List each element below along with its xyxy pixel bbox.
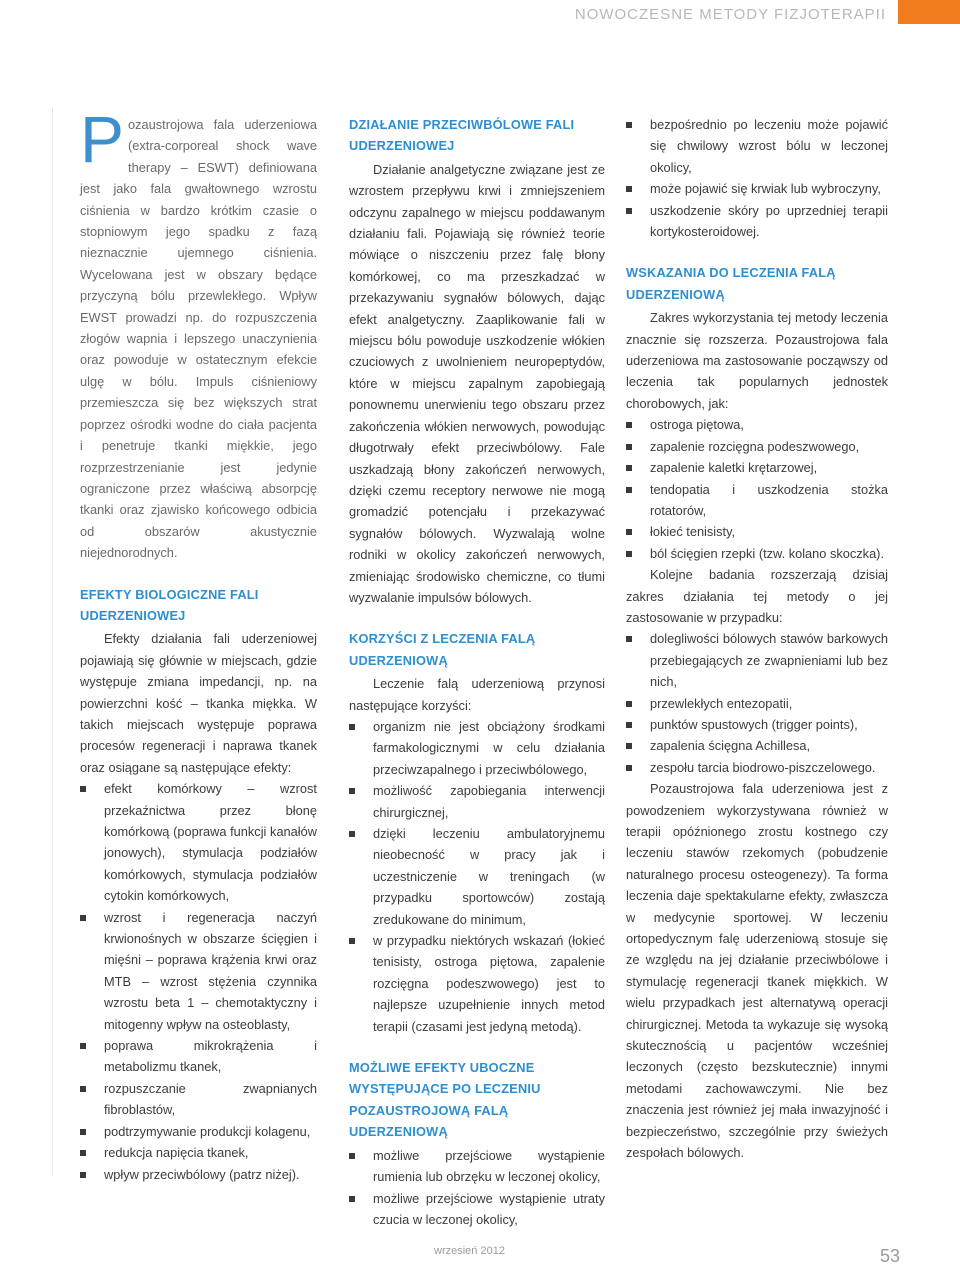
paragraph-analgesic-action: Działanie analgetyczne związane jest ze wzrostem przepływu krwi i zmniejszeniem odczynu zapalnego w miejscu poddawanym działaniu fali. Pojawiają się również teorie mówiące o niszczeniu przez falę błony komórkowej, co ma przeszkadzać w przekazywaniu sygnałów bólowych, dając efekt analgetyczny. Zaaplikowanie fali w miejscu bólu powoduje uszkodzenie włókien czuciowych z uwolnieniem neuropeptydów, które w miejscu zapalnym zapobiegają ponownemu unerwieniu tego obszaru przez zakończenia włókien nerwowych, powodując długotrwały efekt przeciwbólowy. Fale uszkadzają błony zakończeń nerwowych, dzięki czemu receptory nerwowe nie mogą gromadzić potencjału i przekazywać sygnałów bólowych. Wyzwalają wolne rodniki w okolicy zakończeń nerwowych, zmieniając środowisko chemiczne, co tłumi wyzwalanie impulsów bólowych. [349, 161, 605, 605]
intro-text: ozaustrojowa fala uderzeniowa (extra-corporeal shock wave therapy – ESWT) definiowana jest jako fala gwałtownego wzrostu ciśnienia w bardzo krótkim czasie o stopniowym jego spadku z fazą nieznacznie ujemnego ciśnienia. Wycelowana jest w obszary będące przyczyną bólu przewlekłego. Wpływ EWST prowadzi np. do rozpuszczenia złogów wapnia i lepszego unaczynienia oraz powoduje w ostatecznym efekcie ulgę w bólu. Impuls ciśnieniowy przemieszcza się bez większych strat poprzez ośrodki wodne do ciała pacjenta i penetruje tkanki miękkie, jego rozprzestrzenianie jest jedynie ograniczone przez właściwą absorpcję tkanki oraz zjawisko końcowego odbicia od obszarów akustycznie niejednorodnych. [80, 117, 317, 561]
list-item: możliwe przejściowe wystąpienie rumienia lub obrzęku w leczonej okolicy, [349, 1145, 605, 1188]
list-item: tendopatia i uszkodzenia stożka rotatorów, [626, 479, 888, 522]
list-item: zapalenie kaletki krętarzowej, [626, 457, 888, 478]
list-indications [626, 414, 888, 564]
drop-cap: P [80, 102, 125, 176]
list-further-indications [626, 628, 888, 778]
list-item: efekt komórkowy – wzrost przekaźnictwa przez błonę komórkową (poprawa funkcji kanałów jonowych), stymulacja podziałów komórkowych, stymulacja podziałów cytokin komórkowych, [80, 778, 317, 906]
paragraph-indications: Zakres wykorzystania tej metody leczenia znacznie się rozszerza. Pozaustrojowa fala uderzeniowa ma zastosowanie począwszy od leczenia tak popularnych jednostek chorobowych, jak: [626, 310, 888, 411]
intro-paragraph [80, 102, 317, 564]
list-item: łokieć tenisisty, [626, 521, 888, 542]
list-item: zapalenie rozcięgna podeszwowego, [626, 436, 888, 457]
paragraph-further-research: Kolejne badania rozszerzają dzisiaj zakres działania tej metody o jej zastosowanie w przypadku: [626, 567, 888, 625]
list-item: możliwość zapobiegania interwencji chirurgicznej, [349, 780, 605, 823]
paragraph-closing: Pozaustrojowa fala uderzeniowa jest z powodzeniem wykorzystywana również w terapii opóźnionego zrostu kostnego czy leczeniu stawów rzekomych (pobudzenie naturalnego procesu osteogenezy). Ta forma leczenia daje spektakularne efekty, zwłaszcza w medycynie sportowej. W leczeniu ortopedycznym falę uderzeniową stosuje się ze względu na jej działanie przeciwbólowe i stymulację regeneracji tkanek miękkich. W wielu przypadkach jest alternatywą operacji chirurgicznej. Metoda ta wykazuje się wysoką skutecznością u pacjentów wcześniej leczonych (często bezskutecznie) innymi metodami zachowawczymi. Nie bez znaczenia jest również jej mała inwazyjność i bezpieczeństwo, szczególnie przy świeżych zespołach bólowych. [626, 781, 888, 1161]
list-item: podtrzymywanie produkcji kolagenu, [80, 1121, 317, 1142]
heading-analgesic-action: DZIAŁANIE PRZECIWBÓLOWE FALI UDERZENIOWEJ [349, 117, 575, 154]
heading-biological-effects: EFEKTY BIOLOGICZNE FALI UDERZENIOWEJ [80, 586, 259, 623]
list-item: dolegliwości bólowych stawów barkowych przebiegających ze zwapnieniami lub bez nich, [626, 628, 888, 692]
heading-indications: WSKAZANIA DO LECZENIA FALĄ UDERZENIOWĄ [626, 265, 836, 302]
list-side-effects [349, 1145, 605, 1231]
list-item: dzięki leczeniu ambulatoryjnemu nieobecność w pracy jak i uczestniczenie w treningach (w przypadku sportowców) zostają zredukowane do minimum, [349, 823, 605, 930]
heading-side-effects: MOŻLIWE EFEKTY UBOCZNE WYSTĘPUJĄCE PO LECZENIU POZAUSTROJOWĄ FALĄ UDERZENIOWĄ [349, 1060, 541, 1140]
paragraph-benefits: Leczenie falą uderzeniową przynosi następujące korzyści: [349, 676, 605, 713]
list-side-effects-continued [626, 114, 888, 242]
page-number: 53 [880, 1246, 901, 1266]
footer-date: wrzesień 2012 [434, 1245, 505, 1257]
list-item: poprawa mikrokrążenia i metabolizmu tkanek, [80, 1035, 317, 1078]
list-item: ból ścięgien rzepki (tzw. kolano skoczka). [626, 543, 888, 564]
list-item: może pojawić się krwiak lub wybroczyny, [626, 178, 888, 199]
list-item: uszkodzenie skóry po uprzedniej terapii kortykosteroidowej. [626, 200, 888, 243]
column-3 [626, 114, 888, 1164]
list-item: rozpuszczanie zwapnianych fibroblastów, [80, 1078, 317, 1121]
paragraph-biological-effects: Efekty działania fali uderzeniowej pojawiają się głównie w miejscach, gdzie występuje zmiana impedancji, np. na powierzchni kość – tkanka miękka. W takich miejscach występuje poprawa procesów regeneracji i naprawa tkanek oraz osiągane są następujące efekty: [80, 631, 317, 775]
list-item: wpływ przeciwbólowy (patrz niżej). [80, 1164, 317, 1185]
list-benefits [349, 716, 605, 1037]
list-biological-effects [80, 778, 317, 1185]
header-accent-block [898, 0, 960, 24]
list-item: w przypadku niektórych wskazań (łokieć tenisisty, ostroga piętowa, zapalenie rozcięgna podeszwowego) jest to najlepsze uzupełnienie innych metod terapii (czasami jest jedyną metodą). [349, 930, 605, 1037]
column-1 [80, 102, 317, 1185]
list-item: zespołu tarcia biodrowo-piszczelowego. [626, 757, 888, 778]
list-item: zapalenia ścięgna Achillesa, [626, 735, 888, 756]
list-item: punktów spustowych (trigger points), [626, 714, 888, 735]
list-item: redukcja napięcia tkanek, [80, 1142, 317, 1163]
list-item: możliwe przejściowe wystąpienie utraty czucia w leczonej okolicy, [349, 1188, 605, 1231]
list-item: przewlekłych entezopatii, [626, 693, 888, 714]
heading-benefits: KORZYŚCI Z LECZENIA FALĄ UDERZENIOWĄ [349, 631, 536, 668]
column-2 [349, 114, 605, 1230]
list-item: organizm nie jest obciążony środkami farmakologicznymi w celu działania przeciwzapalnego i przeciwbólowego, [349, 716, 605, 780]
list-item: ostroga piętowa, [626, 414, 888, 435]
running-header: NOWOCZESNE METODY FIZJOTERAPII [574, 6, 886, 23]
list-item: bezpośrednio po leczeniu może pojawić się chwilowy wzrost bólu w leczonej okolicy, [626, 114, 888, 178]
margin-rule [52, 108, 53, 1176]
list-item: wzrost i regeneracja naczyń krwionośnych w obszarze ścięgien i mięśni – poprawa krążenia krwi oraz MTB – wzrost stężenia czynnika wzrostu beta 1 – chemotaktyczny i mitogenny wpływ na osteoblasty, [80, 907, 317, 1035]
